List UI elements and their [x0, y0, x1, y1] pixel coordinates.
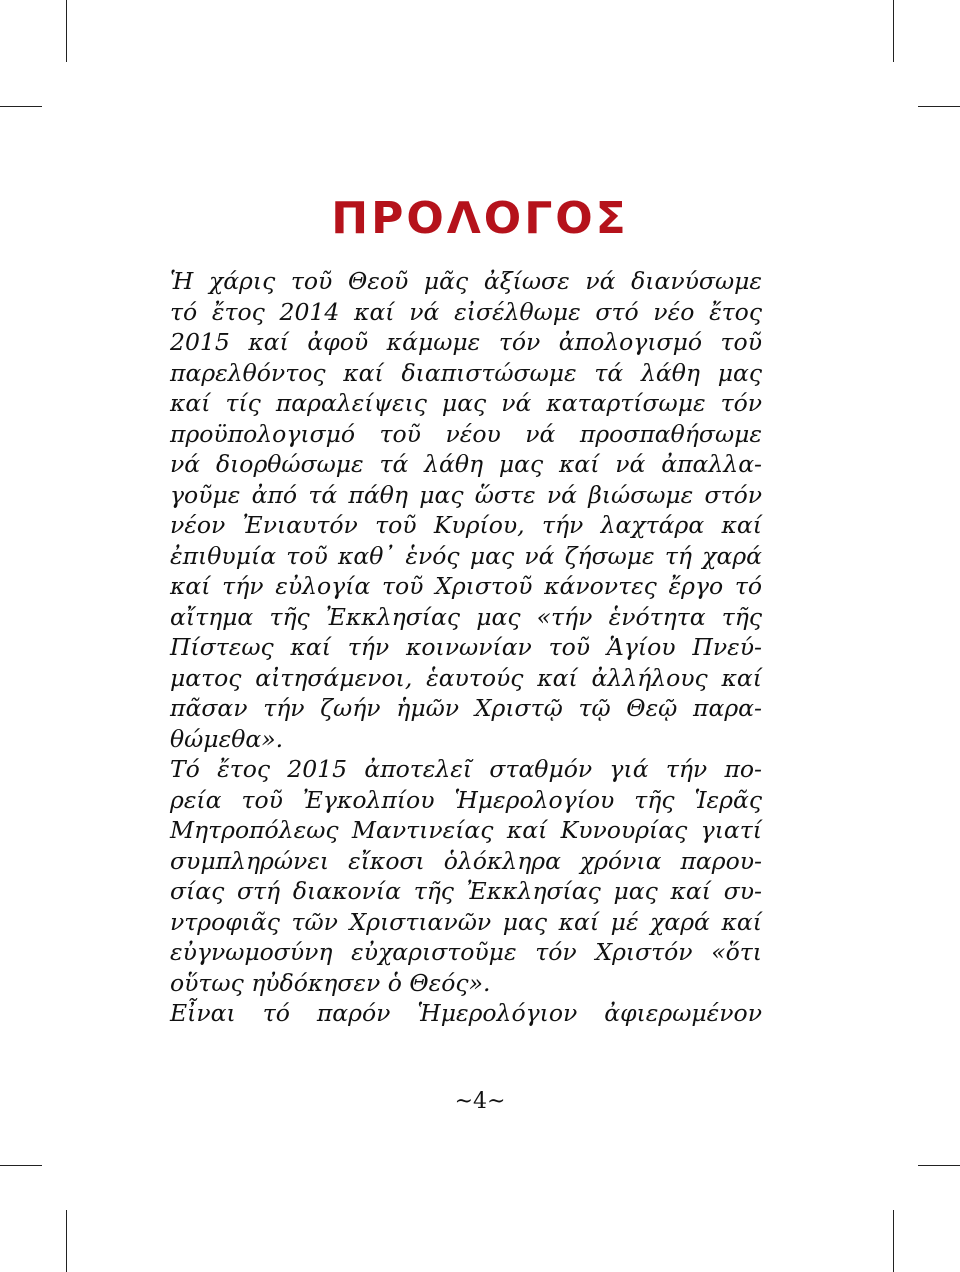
text-line: καί τίς παραλείψεις μας νά καταρτίσωμε τόν	[170, 389, 762, 417]
text-line: Τό ἔτος 2015 ἀποτελεῖ σταθμόν γιά τήν πο-	[170, 755, 762, 783]
crop-mark-top-left-horizontal	[0, 106, 42, 107]
text-line: Μητροπόλεως Μαντινείας καί Κυνουρίας γιατί	[170, 816, 762, 844]
crop-mark-top-right-vertical	[893, 0, 894, 62]
text-line: 2015 καί ἀφοῦ κάμωμε τόν ἀπολογισμό τοῦ	[170, 328, 762, 356]
text-line: Εἶναι τό παρόν Ἡμερολόγιον ἀφιερωμένον	[170, 999, 762, 1027]
text-line-paragraph-end: θώμεθα».	[170, 724, 284, 753]
page-title: ΠΡΟΛΟΓΟΣ	[331, 193, 629, 244]
crop-mark-bottom-left-horizontal	[0, 1165, 42, 1166]
text-line: αἴτημα τῆς Ἐκκλησίας μας «τήν ἑνότητα τῆς	[170, 602, 762, 631]
body-text	[170, 266, 762, 1029]
text-line: πᾶσαν τήν ζωήν ἡμῶν Χριστῷ τῷ Θεῷ παρα-	[170, 694, 762, 722]
text-line: ρεία τοῦ Ἐγκολπίου Ἡμερολογίου τῆς Ἱερᾶς	[170, 785, 762, 814]
text-line: ντροφιᾶς τῶν Χριστιανῶν μας καί μέ χαρά καί	[170, 907, 762, 936]
text-line: νέον Ἐνιαυτόν τοῦ Κυρίου, τήν λαχτάρα καί	[170, 511, 762, 539]
text-line: προϋπολογισμό τοῦ νέου νά προσπαθήσωμε	[170, 419, 762, 448]
text-line: εὐγνωμοσύνη εὐχαριστοῦμε τόν Χριστόν «ὅτι	[170, 938, 762, 966]
text-line: ματος αἰτησάμενοι, ἑαυτούς καί ἀλλήλους καί	[170, 663, 762, 692]
text-line: τό ἔτος 2014 καί νά εἰσέλθωμε στό νέο ἔτος	[170, 297, 762, 326]
crop-mark-bottom-left-vertical	[66, 1210, 67, 1272]
text-line: Πίστεως καί τήν κοινωνίαν τοῦ Ἁγίου Πνεύ-	[170, 633, 762, 661]
text-line: γοῦμε ἀπό τά πάθη μας ὥστε νά βιώσωμε στόν	[170, 480, 762, 509]
crop-mark-bottom-right-vertical	[893, 1210, 894, 1272]
text-line: νά διορθώσωμε τά λάθη μας καί νά ἀπαλλα-	[170, 450, 762, 478]
text-line: καί τήν εὐλογία τοῦ Χριστοῦ κάνοντες ἔργο τό	[170, 572, 762, 600]
text-line: Ἡ χάρις τοῦ Θεοῦ μᾶς ἀξίωσε νά διανύσωμε	[170, 267, 762, 295]
crop-mark-top-right-horizontal	[918, 106, 960, 107]
text-line: παρελθόντος καί διαπιστώσωμε τά λάθη μας	[170, 358, 762, 387]
text-line-paragraph-end: οὕτως ηὐδόκησεν ὁ Θεός».	[170, 968, 491, 997]
text-line: ἐπιθυμία τοῦ καθ᾽ ἑνός μας νά ζήσωμε τή χαρά	[170, 541, 762, 570]
text-line: σίας στή διακονία τῆς Ἐκκλησίας μας καί συ-	[170, 877, 762, 905]
crop-mark-top-left-vertical	[66, 0, 67, 62]
text-line: συμπληρώνει εἴκοσι ὁλόκληρα χρόνια παρου-	[170, 846, 762, 875]
crop-mark-bottom-right-horizontal	[918, 1165, 960, 1166]
page-number: ~4~	[454, 1089, 506, 1114]
